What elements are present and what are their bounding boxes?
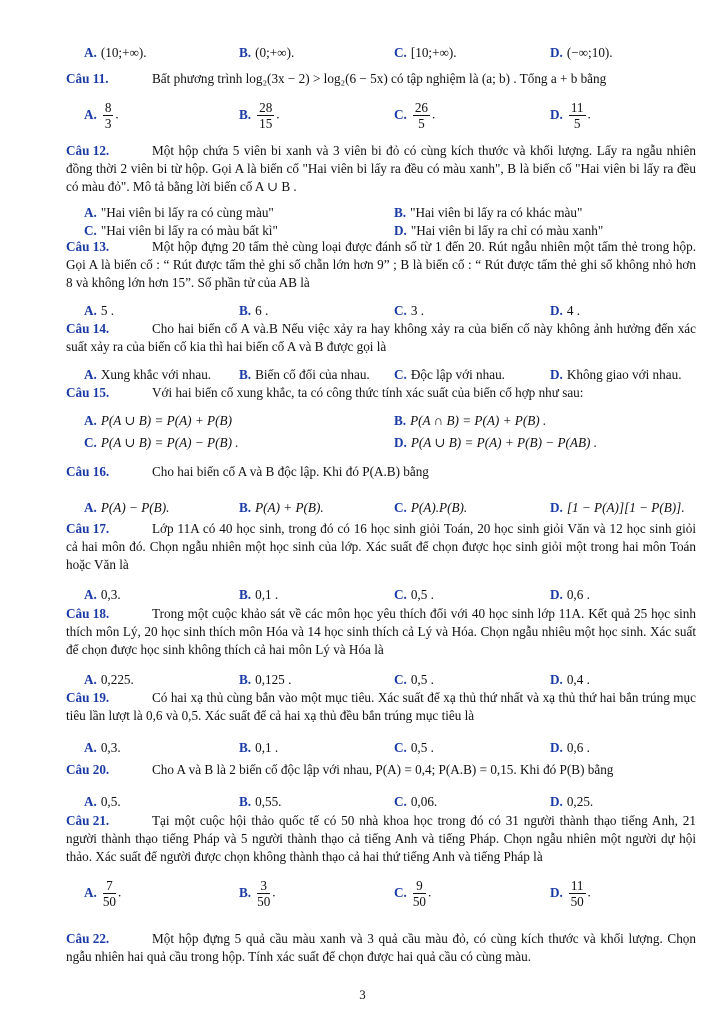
q16-option-c: C. P(A).P(B). [394, 500, 468, 515]
q13-option-a: A. 5 . [84, 303, 115, 318]
q13-option-b: B. 6 . [239, 303, 269, 318]
q18-option-c: C. 0,5 . [394, 672, 434, 687]
question-number: Câu 12. [66, 143, 110, 158]
q17-option-b: B. 0,1 . [239, 587, 279, 602]
question-text: Một hộp đựng 5 quả cầu màu xanh và 3 quả cầu màu đỏ, có cùng kích thước và khối lượng. Chọn ngẫu nhiên hai quả cầu trong hộp. Tính xác suất để chọn được hai quả cầu có cùng màu. [66, 931, 696, 964]
question-number: Câu 18. [66, 606, 110, 621]
q11-option-a: A. $\frac{8}{3}$ . [84, 100, 119, 131]
question-number: Câu 14. [66, 321, 110, 336]
q14-option-b: B. Biến cố đối của nhau. [239, 367, 370, 382]
question-number: Câu 17. [66, 521, 110, 536]
q13-option-c: C. 3 . [394, 303, 425, 318]
question-text: Tại một cuộc hội thảo quốc tế có 50 nhà khoa học trong đó có 31 người thành thạo tiếng Anh, 21 người thành thạo tiếng Pháp và 5 người thành thạo cả tiếng Anh và tiếng Pháp. Chọn ngẫu nhiên một người dự hội thảo. Xác suất để người được chọn không thành thạo cả hai thứ tiếng Anh và tiếng Pháp là [66, 813, 696, 864]
q19-option-b: B. 0,1 . [239, 740, 279, 755]
question-13 [66, 238, 696, 322]
q15-option-c: C. P(A ∪ B) = P(A) − P(B) . [84, 435, 239, 450]
question-number: Câu 20. [66, 762, 110, 777]
q12-option-b: B. "Hai viên bi lấy ra có khác màu" [394, 205, 583, 220]
q17-option-c: C. 0,5 . [394, 587, 434, 602]
question-text: Một hộp chứa 5 viên bi xanh và 3 viên bi đỏ có cùng kích thước và khối lượng. Lấy ra ngẫu nhiên đồng thời 2 viên bi từ hộp. Gọi A là biến cố "Hai viên bi lấy ra đều có màu xanh", B là biến cố "Hai viên bi lấy ra đều có màu đỏ". Mô tả bằng lời biến cố A ∪ B . [66, 143, 696, 194]
question-text: Với hai biến cố xung khắc, ta có công thức tính xác suất của biến cố hợp như sau: [152, 385, 584, 400]
q21-option-b: B. $\frac{3}{50}$ . [239, 878, 276, 909]
q14-option-c: C. Độc lập với nhau. [394, 367, 505, 382]
q21-option-a: A. $\frac{7}{50}$ . [84, 878, 122, 909]
q15-option-a: A. P(A ∪ B) = P(A) + P(B) [84, 413, 232, 428]
q10-option-c: C. [10;+∞). [394, 45, 457, 60]
question-17 [66, 520, 696, 606]
question-text: Cho A và B là 2 biến cố độc lập với nhau, P(A) = 0,4; P(A.B) = 0,15. Khi đó P(B) bằng [152, 762, 614, 777]
question-11 [66, 70, 696, 140]
q11-option-c: C. $\frac{26}{5}$ . [394, 100, 436, 131]
q18-option-a: A. 0,225. [84, 672, 134, 687]
question-number: Câu 11. [66, 71, 109, 86]
q20-option-d: D. 0,25. [550, 794, 594, 809]
q15-option-d: D. P(A ∪ B) = P(A) + P(B) − P(AB) . [394, 435, 597, 450]
question-18 [66, 605, 696, 691]
q14-option-d: D. Không giao với nhau. [550, 367, 682, 382]
question-14 [66, 320, 696, 386]
q12-option-d: D. "Hai viên bi lấy ra chỉ có màu xanh" [394, 223, 604, 238]
question-text: Cho hai biến cố A và.B Nếu việc xảy ra hay không xảy ra của biến cố này không ảnh hưởng đến xác suất xảy ra của biến cố kia thì hai biến cố A và B được gọi là [66, 321, 696, 354]
question-text: Một hộp đựng 20 tấm thẻ cùng loại được đánh số từ 1 đến 20. Rút ngẫu nhiên một tấm thẻ trong hộp. Gọi A là biến cố : “ Rút được tấm thẻ ghi số chẵn lớn hơn 9” ; B là biến cố : “ Rút được tấm thẻ ghi số không nhỏ hơn 8 và không lớn hơn 15”. Số phần tử của AB là [66, 239, 696, 290]
q10-option-b: B. (0;+∞). [239, 45, 295, 60]
question-15 [66, 384, 696, 456]
q20-option-a: A. 0,5. [84, 794, 121, 809]
question-20 [66, 761, 696, 813]
q11-option-d: D. $\frac{11}{5}$ . [550, 100, 591, 131]
q12-option-a: A. "Hai viên bi lấy ra có cùng màu" [84, 205, 274, 220]
question-text: Bất phương trình log₂(3x − 2) > log₂(6 − 5x) có tập nghiệm là (a; b) . Tổng a + b bằng [152, 71, 607, 86]
question-22 [66, 930, 696, 966]
q13-option-d: D. 4 . [550, 303, 581, 318]
question-21 [66, 812, 696, 918]
question-number: Câu 19. [66, 690, 110, 705]
question-text: Lớp 11A có 40 học sinh, trong đó có 16 học sinh giỏi Toán, 20 học sinh giỏi Văn và 12 học sinh giỏi cả hai môn đó. Chọn ngẫu nhiên một học sinh của lớp. Xác suất để chọn được học sinh giỏi một trong hai môn Toán hoặc Văn là [66, 521, 696, 572]
question-number: Câu 13. [66, 239, 110, 254]
q15-option-b: B. P(A ∩ B) = P(A) + P(B) . [394, 413, 547, 428]
q21-option-c: C. $\frac{9}{50}$ . [394, 878, 432, 909]
q16-option-b: B. P(A) + P(B). [239, 500, 324, 515]
q10-option-a: A. (10;+∞). [84, 45, 147, 60]
q17-option-a: A. 0,3. [84, 587, 121, 602]
question-text: Có hai xạ thủ cùng bắn vào một mục tiêu. Xác suất để xạ thủ thứ nhất và xạ thủ thứ hai bắn trúng mục tiêu lần lượt là 0,6 và 0,5. Xác suất để cả hai xạ thủ đều bắn trúng mục tiêu là [66, 690, 696, 723]
q21-option-d: D. $\frac{11}{50}$ . [550, 878, 591, 909]
q12-option-c: C. "Hai viên bi lấy ra có màu bất kì" [84, 223, 278, 238]
q19-option-c: C. 0,5 . [394, 740, 434, 755]
q11-option-b: B. $\frac{28}{15}$ . [239, 100, 280, 131]
q14-option-a: A. Xung khắc với nhau. [84, 367, 212, 382]
question-number: Câu 16. [66, 464, 110, 479]
question-10-options [66, 44, 696, 64]
question-16 [66, 463, 696, 519]
question-19 [66, 689, 696, 759]
q16-option-a: A. P(A) − P(B). [84, 500, 170, 515]
q18-option-d: D. 0,4 . [550, 672, 590, 687]
q19-option-d: D. 0,6 . [550, 740, 590, 755]
question-number: Câu 15. [66, 385, 110, 400]
q16-option-d: D. [1 − P(A)][1 − P(B)]. [550, 500, 685, 515]
q19-option-a: A. 0,3. [84, 740, 121, 755]
question-text: Trong một cuộc khảo sát về các môn học yêu thích đối với 40 học sinh lớp 11A. Kết quả 25 học sinh thích môn Lý, 20 học sinh thích môn Hóa và 14 học sinh thích cả Lý và Hóa. Chọn ngẫu nhiêu một học sinh. Xác suất để chọn được học sinh không thích cả hai môn Lý và Hóa là [66, 606, 696, 657]
q10-option-d: D. (−∞;10). [550, 45, 613, 60]
q20-option-b: B. 0,55. [239, 794, 282, 809]
question-number: Câu 22. [66, 931, 110, 946]
question-number: Câu 21. [66, 813, 110, 828]
q18-option-b: B. 0,125 . [239, 672, 292, 687]
q17-option-d: D. 0,6 . [550, 587, 590, 602]
page-number: 3 [359, 987, 366, 1002]
question-12 [66, 142, 696, 240]
question-text: Cho hai biến cố A và B độc lập. Khi đó P(A.B) bằng [152, 464, 429, 479]
q20-option-c: C. 0,06. [394, 794, 438, 809]
